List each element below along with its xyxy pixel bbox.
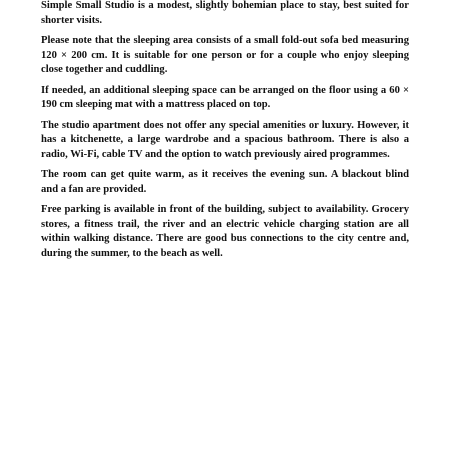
paragraph-sleeping-area: Please note that the sleeping area consists of a small fold-out sofa bed measuring 120 × 200 cm. It is suitable for one person or for a couple who enjoy sleeping close together and cuddling. bbox=[41, 35, 409, 75]
paragraph-location: Free parking is available in front of the building, subject to availability. Grocery stores, a fitness trail, the river and an electric vehicle charging station are all within walking distance. There are good bus connections to the city centre and, during the summer, to the beach as well. bbox=[41, 204, 409, 259]
document-body bbox=[41, 0, 409, 267]
paragraph-amenities: The studio apartment does not offer any special amenities or luxury. However, it has a kitchenette, a large wardrobe and a spacious bathroom. There is also a radio, Wi-Fi, cable TV and the option to watch previously aired programmes. bbox=[41, 119, 409, 160]
paragraph-room-temperature: The room can get quite warm, as it receives the evening sun. A blackout blind and a fan are provided. bbox=[41, 169, 409, 195]
paragraph-intro: Simple Small Studio is a modest, slightly bohemian place to stay, best suited for shorter visits. bbox=[41, 0, 409, 26]
paragraph-extra-sleeping: If needed, an additional sleeping space can be arranged on the floor using a 60 × 190 cm sleeping mat with a mattress placed on top. bbox=[41, 84, 409, 110]
